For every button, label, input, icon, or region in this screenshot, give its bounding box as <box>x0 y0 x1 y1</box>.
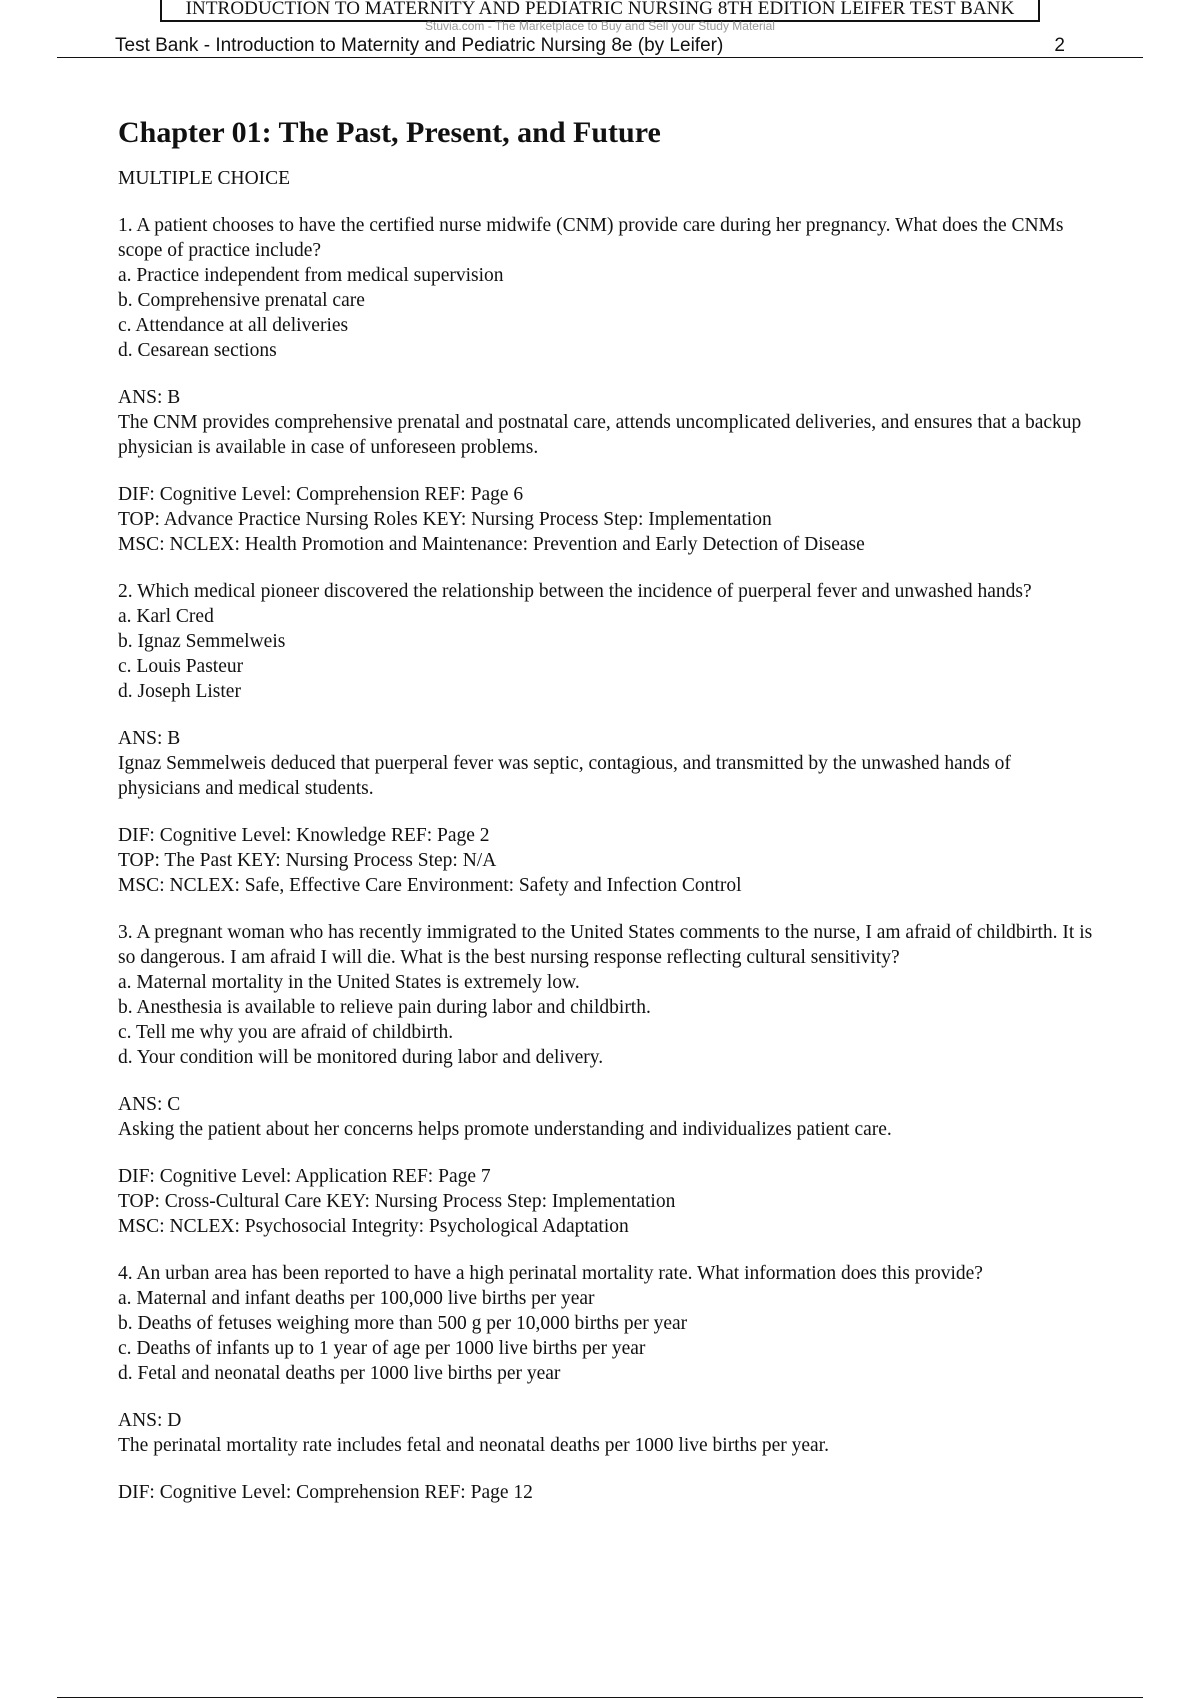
question-block <box>118 213 1098 557</box>
option-d: d. Cesarean sections <box>118 340 277 361</box>
option-d: d. Fetal and neonatal deaths per 1000 live births per year <box>118 1363 561 1384</box>
option-a: a. Karl Cred <box>118 606 214 627</box>
footer-rule <box>57 1697 1143 1698</box>
page-content <box>118 108 1098 1527</box>
running-header-title: Test Bank - Introduction to Maternity and Pediatric Nursing 8e (by Leifer) <box>115 35 724 56</box>
option-a: a. Maternal mortality in the United States is extremely low. <box>118 972 580 993</box>
answer-key: ANS: D <box>118 1410 182 1431</box>
answer-block <box>118 385 1098 460</box>
answer-rationale: Asking the patient about her concerns helps promote understanding and individualizes patient care. <box>118 1119 892 1140</box>
option-list <box>118 970 1098 1070</box>
section-heading: MULTIPLE CHOICE <box>118 168 291 189</box>
option-c: c. Tell me why you are afraid of childbirth. <box>118 1022 454 1043</box>
question-metadata <box>118 1164 1098 1239</box>
difficulty-line: DIF: Cognitive Level: Comprehension REF: Page 12 <box>118 1482 533 1503</box>
question-stem: 4. An urban area has been reported to have a high perinatal mortality rate. What information does this provide? <box>118 1263 983 1284</box>
option-b: b. Comprehensive prenatal care <box>118 290 365 311</box>
option-a: a. Maternal and infant deaths per 100,000 live births per year <box>118 1288 595 1309</box>
option-a: a. Practice independent from medical supervision <box>118 265 504 286</box>
msc-line: MSC: NCLEX: Health Promotion and Maintenance: Prevention and Early Detection of Disease <box>118 534 865 555</box>
running-header <box>115 34 1065 58</box>
option-c: c. Attendance at all deliveries <box>118 315 349 336</box>
question-stem: 2. Which medical pioneer discovered the relationship between the incidence of puerperal fever and unwashed hands? <box>118 581 1032 602</box>
question-stem: 3. A pregnant woman who has recently immigrated to the United States comments to the nurse, I am afraid of childbirth. It is so dangerous. I am afraid I will die. What is the best nursing response reflecting cultural sensitivity? <box>118 922 1093 968</box>
question-block <box>118 579 1098 898</box>
option-list <box>118 1286 1098 1386</box>
answer-key: ANS: B <box>118 728 181 749</box>
option-list <box>118 604 1098 704</box>
answer-block <box>118 726 1098 801</box>
question-block <box>118 920 1098 1239</box>
difficulty-line: DIF: Cognitive Level: Application REF: Page 7 <box>118 1166 491 1187</box>
answer-key: ANS: C <box>118 1094 181 1115</box>
answer-block <box>118 1408 1098 1458</box>
option-b: b. Deaths of fetuses weighing more than 500 g per 10,000 births per year <box>118 1313 688 1334</box>
question-metadata <box>118 482 1098 557</box>
question-metadata <box>118 1480 1098 1505</box>
option-d: d. Your condition will be monitored during labor and delivery. <box>118 1047 604 1068</box>
topic-line: TOP: Advance Practice Nursing Roles KEY: Nursing Process Step: Implementation <box>118 509 772 530</box>
watermark-text: Stuvia.com - The Marketplace to Buy and Sell your Study Material <box>425 19 775 33</box>
option-c: c. Deaths of infants up to 1 year of age per 1000 live births per year <box>118 1338 646 1359</box>
answer-rationale: The CNM provides comprehensive prenatal and postnatal care, attends uncomplicated deliveries, and ensures that a backup physician is available in case of unforeseen problems. <box>118 412 1082 458</box>
difficulty-line: DIF: Cognitive Level: Comprehension REF: Page 6 <box>118 484 524 505</box>
option-b: b. Ignaz Semmelweis <box>118 631 286 652</box>
answer-key: ANS: B <box>118 387 181 408</box>
header-rule <box>57 57 1143 58</box>
msc-line: MSC: NCLEX: Psychosocial Integrity: Psychological Adaptation <box>118 1216 629 1237</box>
topic-line: TOP: The Past KEY: Nursing Process Step: N/A <box>118 850 497 871</box>
answer-rationale: Ignaz Semmelweis deduced that puerperal fever was septic, contagious, and transmitted by the unwashed hands of physicians and medical students. <box>118 753 1011 799</box>
page-number: 2 <box>1054 35 1065 56</box>
msc-line: MSC: NCLEX: Safe, Effective Care Environment: Safety and Infection Control <box>118 875 742 896</box>
option-c: c. Louis Pasteur <box>118 656 244 677</box>
document-banner: INTRODUCTION TO MATERNITY AND PEDIATRIC NURSING 8TH EDITION LEIFER TEST BANK <box>160 0 1040 22</box>
option-b: b. Anesthesia is available to relieve pain during labor and childbirth. <box>118 997 651 1018</box>
difficulty-line: DIF: Cognitive Level: Knowledge REF: Page 2 <box>118 825 490 846</box>
question-metadata <box>118 823 1098 898</box>
option-list <box>118 263 1098 363</box>
question-stem: 1. A patient chooses to have the certified nurse midwife (CNM) provide care during her pregnancy. What does the CNMs scope of practice include? <box>118 215 1064 261</box>
chapter-title: Chapter 01: The Past, Present, and Future <box>118 116 661 149</box>
question-block <box>118 1261 1098 1505</box>
option-d: d. Joseph Lister <box>118 681 241 702</box>
answer-block <box>118 1092 1098 1142</box>
topic-line: TOP: Cross-Cultural Care KEY: Nursing Process Step: Implementation <box>118 1191 676 1212</box>
answer-rationale: The perinatal mortality rate includes fetal and neonatal deaths per 1000 live births per year. <box>118 1435 829 1456</box>
